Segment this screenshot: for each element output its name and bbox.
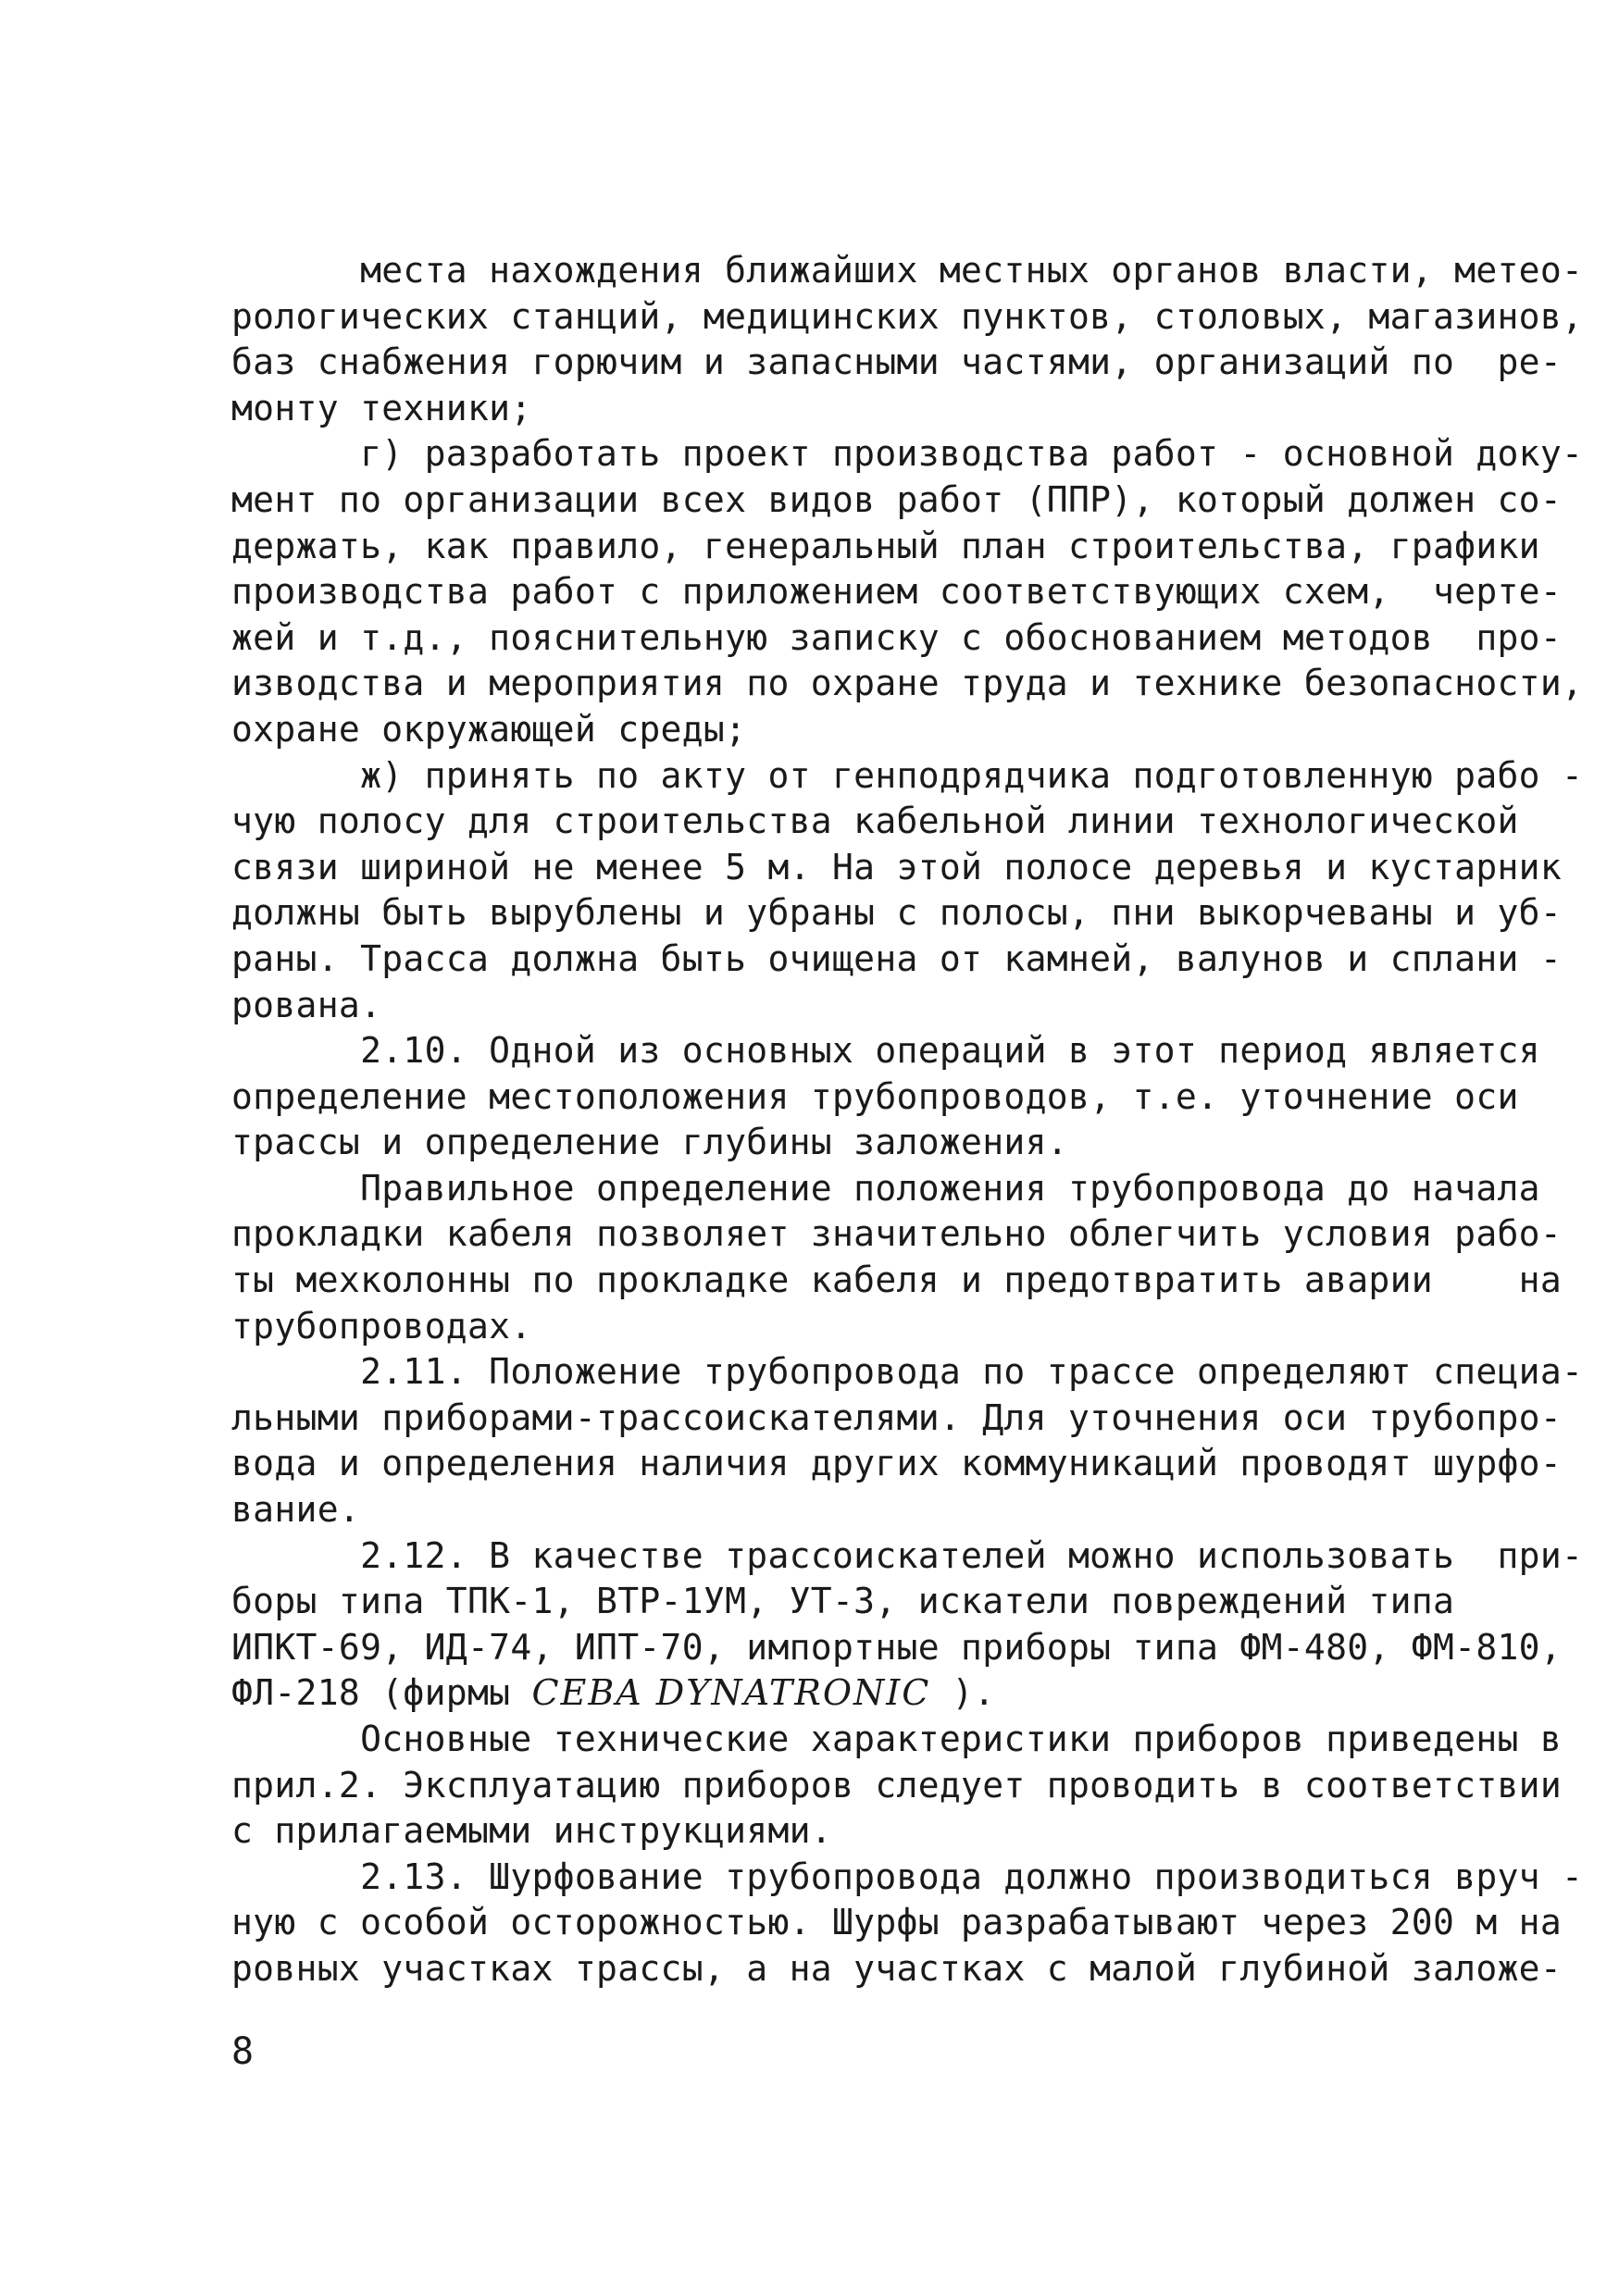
text-line: рована. [231, 984, 382, 1025]
text-fragment: ФЛ-218 (фирмы [231, 1672, 532, 1714]
text-line: трубопроводах. [231, 1305, 532, 1347]
body-text [231, 248, 1584, 1992]
text-line: 2.11. Положение трубопровода по трассе определяют специа- [231, 1351, 1584, 1393]
text-fragment: ). [930, 1672, 995, 1714]
text-line: ровных участках трассы, а на участках с малой глубиной заложе- [231, 1947, 1563, 1989]
text-line: ты мехколонны по прокладке кабеля и предотвратить аварии на [231, 1260, 1563, 1301]
text-line: боры типа ТПК-1, ВТР-1УМ, УТ-3, искатели повреждений типа [231, 1581, 1455, 1622]
brand-name: CEBA DYNATRONIC [531, 1672, 931, 1714]
text-line: изводства и мероприятия по охране труда и технике безопасности, [231, 663, 1584, 704]
text-line: с прилагаемыми инструкциями. [231, 1810, 832, 1852]
text-line: 2.12. В качестве трассоискателей можно использовать при- [231, 1534, 1584, 1576]
text-line: монту техники; [231, 387, 532, 428]
text-line: прил.2. Эксплуатацию приборов следует проводить в соответствии [231, 1764, 1563, 1806]
text-line: льными приборами-трассоискателями. Для уточнения оси трубопро- [231, 1396, 1563, 1438]
text-line-brand [231, 1670, 1398, 1717]
text-line: Правильное определение положения трубопровода до начала [231, 1167, 1540, 1209]
text-line: мент по организации всех видов работ (ППР), который должен со- [231, 478, 1563, 520]
text-line: жей и т.д., пояснительную записку с обоснованием методов про- [231, 616, 1563, 658]
text-line: прокладки кабеля позволяет значительно облегчить условия рабо- [231, 1213, 1563, 1255]
text-line: рологических станций, медицинских пунктов, столовых, магазинов, [231, 295, 1584, 337]
text-line: ж) принять по акту от генподрядчика подготовленную рабо - [231, 754, 1584, 796]
text-line: 2.10. Одной из основных операций в этот период является [231, 1030, 1540, 1072]
text-line: ную с особой осторожностью. Шурфы разрабатывают через 200 м на [231, 1902, 1563, 1943]
text-line: производства работ с приложением соответствующих схем, черте- [231, 571, 1563, 613]
text-line: баз снабжения горючим и запасными частями, организаций по ре- [231, 341, 1563, 383]
text-line: Основные технические характеристики приборов приведены в [231, 1719, 1563, 1759]
text-line: ИПКТ-69, ИД-74, ИПТ-70, импортные приборы типа ФМ-480, ФМ-810, [231, 1626, 1563, 1668]
text-line: держать, как правило, генеральный план строительства, графики [231, 525, 1540, 566]
text-line: г) разработать проект производства работ - основной доку- [231, 433, 1584, 475]
text-line: трассы и определение глубины заложения. [231, 1122, 1068, 1163]
text-line: связи шириной не менее 5 м. На этой полосе деревья и кустарник [231, 846, 1563, 887]
text-line: места нахождения ближайших местных органов власти, метео- [231, 250, 1584, 291]
text-line: 2.13. Шурфование трубопровода должно производиться вруч - [231, 1855, 1584, 1897]
text-line: раны. Трасса должна быть очищена от камней, валунов и сплани - [231, 937, 1563, 979]
text-line: определение местоположения трубопроводов, т.е. уточнение оси [231, 1075, 1519, 1117]
text-line: охране окружающей среды; [231, 708, 747, 750]
page-number: 8 [231, 2030, 255, 2073]
text-line: вода и определения наличия других коммуникаций проводят шурфо- [231, 1443, 1563, 1484]
text-line: вание. [231, 1489, 361, 1531]
text-line: чую полосу для строительства кабельной линии технологической [231, 800, 1519, 842]
text-line: должны быть вырублены и убраны с полосы, пни выкорчеваны и уб- [231, 892, 1563, 934]
